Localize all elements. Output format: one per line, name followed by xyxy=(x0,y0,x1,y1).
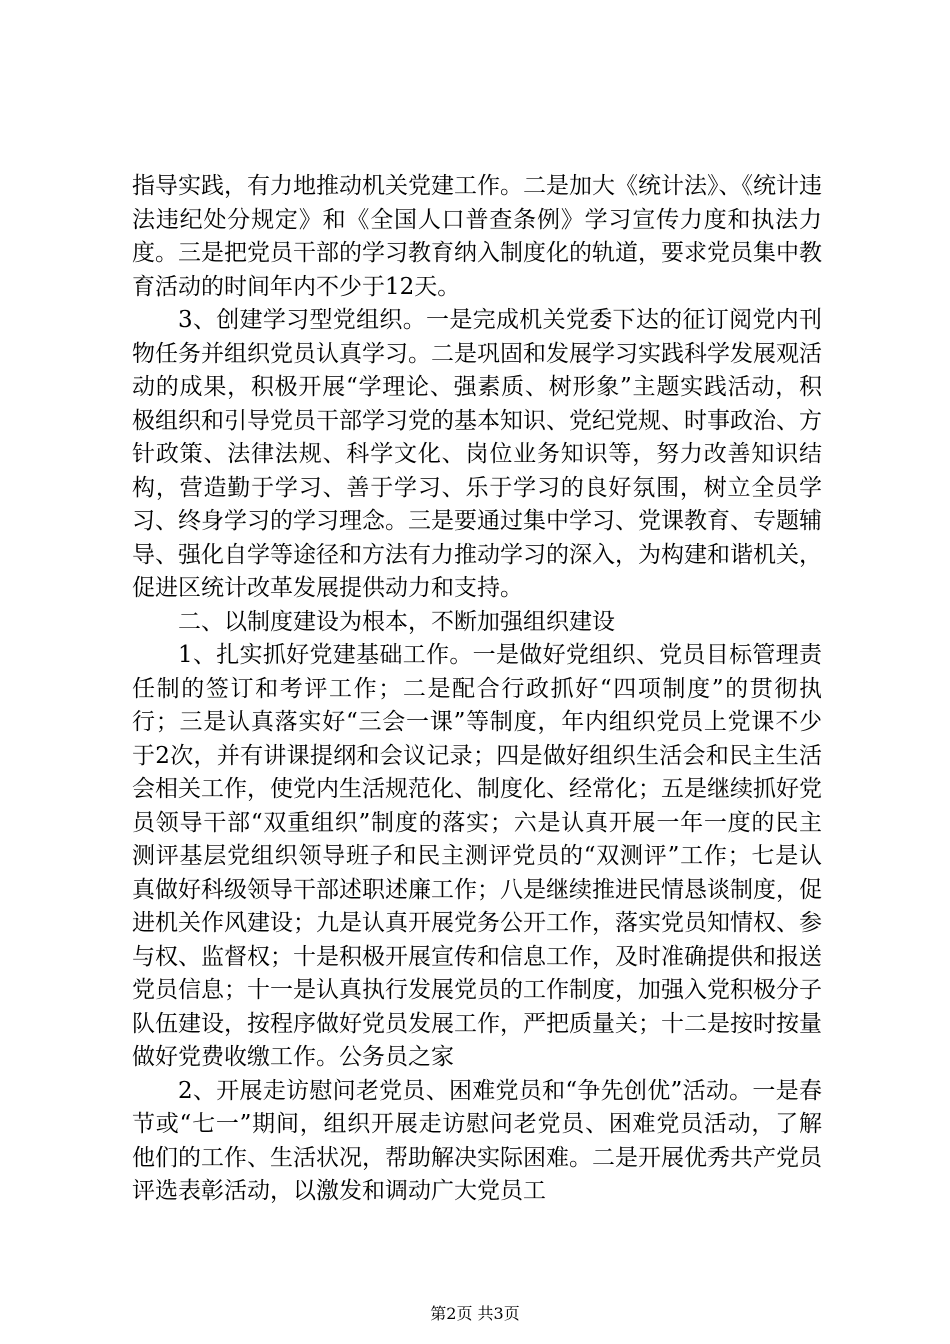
paragraph-2: 3、创建学习型党组织。一是完成机关党委下达的征订阅党内刊物任务并组织党员认真学习。二是巩固和发展学习实践科学发展观活动的成果，积极开展“学理论、强素质、树形象”主题实践活动，积极组织和引导党员干部学习党的基本知识、党纪党规、时事政治、方针政策、法律法规、科学文化、岗位业务知识等，努力改善知识结构，营造勤于学习、善于学习、乐于学习的良好氛围，树立全员学习、终身学习的学习理念。三是要通过集中学习、党课教育、专题辅导、强化自学等途径和方法有力推动学习的深入，为构建和谐机关，促进区统计改革发展提供动力和支持。 xyxy=(132,307,822,601)
paragraph-4: 2、开展走访慰问老党员、困难党员和“争先创优”活动。一是春节或“七一”期间，组织开展走访慰问老党员、困难党员活动，了解他们的工作、生活状况，帮助解决实际困难。二是开展优秀共产党员评选表彰活动，以激发和调动广大党员工 xyxy=(132,1077,822,1204)
paragraph-3: 1、扎实抓好党建基础工作。一是做好党组织、党员目标管理责任制的签订和考评工作；二是配合行政抓好“四项制度”的贯彻执行；三是认真落实好“三会一课”等制度，年内组织党员上党课不少于2次，并有讲课提纲和会议记录；四是做好组织生活会和民主生活会相关工作，使党内生活规范化、制度化、经常化；五是继续抓好党员领导干部“双重组织”制度的落实；六是认真开展一年一度的民主测评基层党组织领导班子和民主测评党员的“双测评”工作；七是认真做好科级领导干部述职述廉工作；八是继续推进民情恳谈制度，促进机关作风建设；九是认真开展党务公开工作，落实党员知情权、参与权、监督权；十是积极开展宣传和信息工作，及时准确提供和报送党员信息；十一是认真执行发展党员的工作制度，加强入党积极分子队伍建设，按程序做好党员发展工作，严把质量关；十二是按时按量做好党费收缴工作。公务员之家 xyxy=(132,642,822,1070)
document-body xyxy=(132,170,822,1209)
section-heading: 二、以制度建设为根本，不断加强组织建设 xyxy=(178,608,615,635)
page-footer: 第2页 共3页 xyxy=(430,1304,520,1323)
paragraph-1: 指导实践，有力地推动机关党建工作。二是加大《统计法》、《统计违法违纪处分规定》和《全国人口普查条例》学习宣传力度和执法力度。三是把党员干部的学习教育纳入制度化的轨道，要求党员集中教育活动的时间年内不少于12天。 xyxy=(132,173,822,300)
